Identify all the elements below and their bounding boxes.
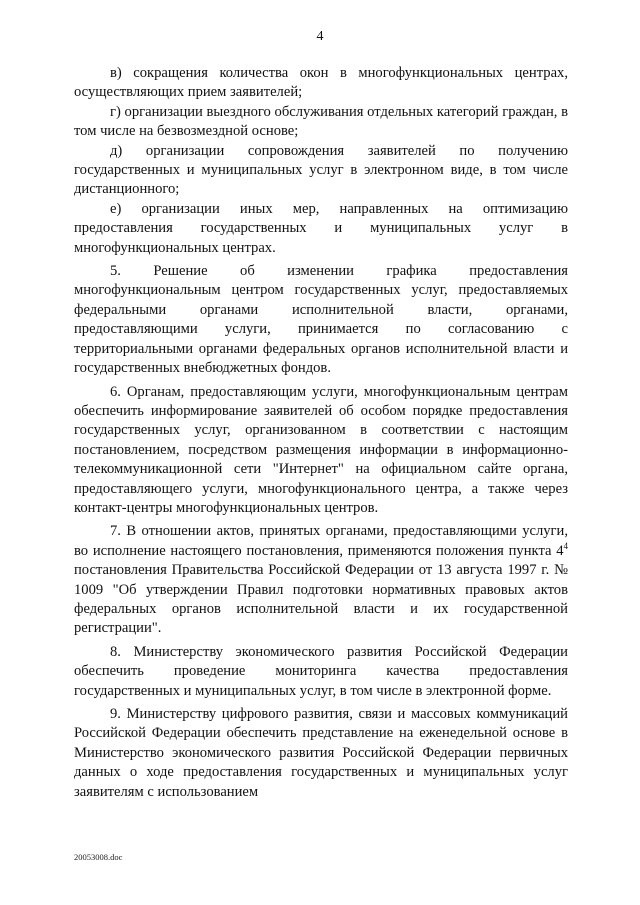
paragraph-9: 9. Министерству цифрового развития, связи и массовых коммуникаций Российской Федерации обеспечить представление на еженедельной основе в Министерство экономического развития Российской Федерации первичных данных о ходе предоставления государственных и муниципальных услуг заявителям с использованием [74,706,568,800]
paragraph-7 [74,522,568,638]
paragraph-6: 6. Органам, предоставляющим услуги, многофункциональным центрам обеспечить информирование заявителей об особом порядке предоставления государственных услуг, организованном в соответствии с настоящим постановлением, посредством размещения информации в информационно-телекоммуникационной сети "Интернет" на официальном сайте органа, предоставляющего услуги, многофункционального центра, а также через контакт-центры многофункциональных центров. [74,383,568,516]
paragraph-item-g: г) организации выездного обслуживания отдельных категорий граждан, в том числе на безвозмездной основе; [74,103,568,140]
paragraph-7-text-start: 7. В отношении актов, принятых органами, предоставляющими услуги, во исполнение настоящего постановления, применяются положения пункта 4 [74,523,568,559]
document-body [74,64,568,802]
paragraph-7-text-end: постановления Правительства Российской Федерации от 13 августа 1997 г. № 1009 "Об утверждении Правил подготовки нормативных правовых актов федеральных органов исполнительной власти и их государственной регистрации". [74,562,568,637]
page-number: 4 [316,29,324,44]
paragraph-7-superscript: 4 [563,540,568,551]
paragraph-item-d: д) организации сопровождения заявителей по получению государственных и муниципальных услуг в электронном виде, в том числе дистанционного; [74,142,568,198]
paragraph-8: 8. Министерству экономического развития Российской Федерации обеспечить проведение мониторинга качества предоставления государственных и муниципальных услуг, в том числе в электронной форме. [74,643,568,699]
paragraph-item-v: в) сокращения количества окон в многофункциональных центрах, осуществляющих прием заявителей; [74,65,568,101]
file-name-footer: 20053008.doc [74,852,123,862]
paragraph-5: 5. Решение об изменении графика предоставления многофункциональным центром государственных услуг, предоставляемых федеральными органами исполнительной власти, органами, предоставляющими услуги, принимается по согласованию с территориальными органами федеральных органов исполнительной власти и государственных внебюджетных фондов. [74,263,568,377]
paragraph-item-e: е) организации иных мер, направленных на оптимизацию предоставления государственных и муниципальных услуг в многофункциональных центрах. [74,200,568,256]
